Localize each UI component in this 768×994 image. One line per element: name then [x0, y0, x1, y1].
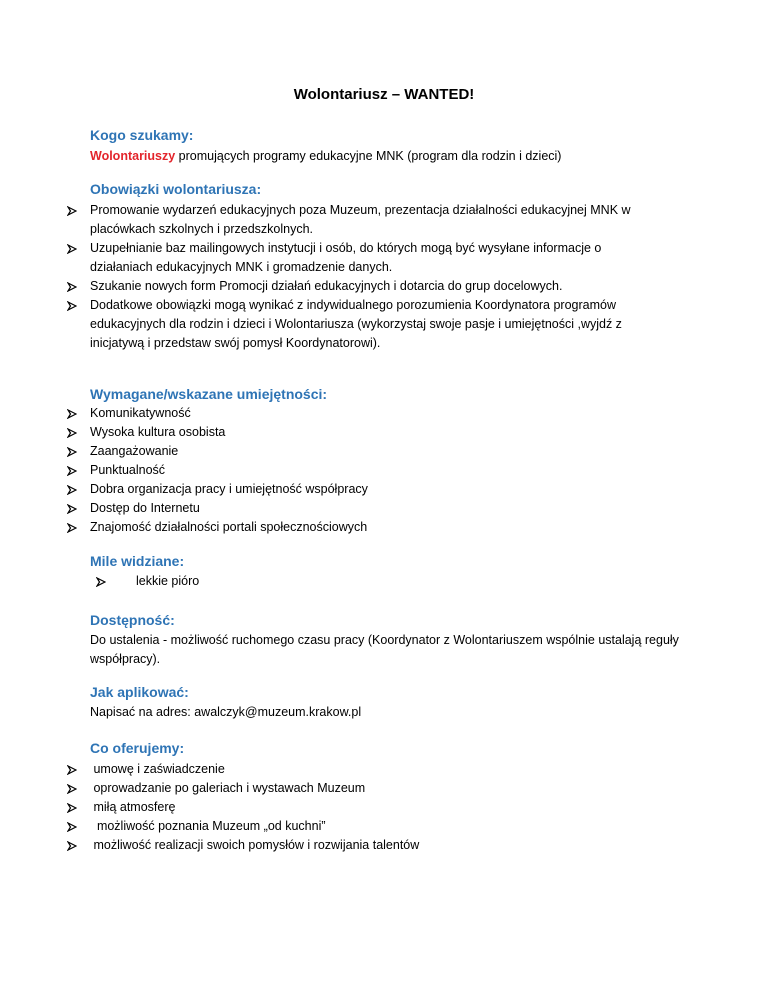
heading-co-oferujemy: Co oferujemy:: [90, 740, 185, 756]
list-item: [0, 836, 650, 855]
list-item: [0, 779, 650, 798]
list-item-text: Punktualność: [90, 463, 166, 477]
list-item-text: lekkie pióro: [136, 574, 200, 588]
list-item: [0, 461, 650, 480]
list-item: [0, 572, 696, 591]
arrow-bullet-icon: [67, 404, 77, 419]
mile-widziane-list: [0, 572, 768, 591]
heading-kogo-szukamy: Kogo szukamy:: [90, 127, 194, 143]
list-item: [0, 296, 650, 353]
arrow-bullet-icon: [67, 779, 77, 794]
list-item: [0, 760, 650, 779]
list-item-text: Promowanie wydarzeń edukacyjnych poza Muzeum, prezentacja działalności edukacyjnej MNK w placówkach szkolnych i przedszkolnych.: [90, 203, 631, 236]
list-item: [0, 277, 650, 296]
arrow-bullet-icon: [67, 296, 77, 311]
dostepnosc-text: Do ustalenia - możliwość ruchomego czasu pracy (Koordynator z Wolontariuszem wspólnie ustalają reguły współpracy).: [90, 633, 679, 666]
arrow-bullet-icon: [67, 201, 77, 216]
heading-jak-aplikowac: Jak aplikować:: [90, 684, 189, 700]
page-title: Wolontariusz – WANTED!: [293, 86, 475, 103]
arrow-bullet-icon: [67, 423, 77, 438]
arrow-bullet-icon: [67, 836, 77, 851]
list-item-text: umowę i zaświadczenie: [90, 762, 225, 776]
oferujemy-list: [0, 760, 768, 855]
list-item: [0, 817, 650, 836]
list-item: [0, 798, 650, 817]
obowiazki-list: [0, 201, 768, 353]
list-item-text: Zaangażowanie: [90, 444, 179, 458]
highlight-wolontariuszy: Wolontariuszy: [90, 149, 176, 163]
umiejetnosci-list: [0, 404, 768, 537]
arrow-bullet-icon: [67, 817, 77, 832]
arrow-bullet-icon: [67, 798, 77, 813]
list-item-text: miłą atmosferę: [90, 800, 176, 814]
list-item: [0, 499, 650, 518]
list-item-text: Komunikatywność: [90, 406, 191, 420]
list-item-text: Dostęp do Internetu: [90, 501, 200, 515]
arrow-bullet-icon: [67, 760, 77, 775]
list-item-text: Wysoka kultura osobista: [90, 425, 226, 439]
arrow-bullet-icon: [67, 277, 77, 292]
kogo-szukamy-rest: promujących programy edukacyjne MNK (program dla rodzin i dzieci): [175, 149, 562, 163]
heading-mile-widziane: Mile widziane:: [90, 553, 185, 569]
list-item: [0, 518, 650, 537]
arrow-bullet-icon: [67, 461, 77, 476]
list-item: [0, 442, 650, 461]
kogo-szukamy-text: [90, 147, 690, 166]
heading-obowiazki: Obowiązki wolontariusza:: [90, 181, 262, 197]
aplikowac-text: Napisać na adres: awalczyk@muzeum.krakow.pl: [90, 705, 362, 719]
arrow-bullet-icon: [67, 518, 77, 533]
heading-umiejetnosci: Wymagane/wskazane umiejętności:: [90, 386, 328, 402]
arrow-bullet-icon: [96, 572, 106, 587]
list-item: [0, 423, 650, 442]
arrow-bullet-icon: [67, 499, 77, 514]
list-item-text: możliwość poznania Muzeum „od kuchni”: [90, 819, 326, 833]
heading-dostepnosc: Dostępność:: [90, 612, 175, 628]
list-item-text: Dodatkowe obowiązki mogą wynikać z indywidualnego porozumienia Koordynatora programów edukacyjnych dla rodzin i dzieci i Wolontariusza (wykorzystaj swoje pasje i umiejętności ,wyjdź z inicjatywą i przedstaw swój pomysł Koordynatorowi).: [90, 298, 622, 350]
list-item: [0, 480, 650, 499]
list-item-text: Uzupełnianie baz mailingowych instytucji i osób, do których mogą być wysyłane informacje o działaniach edukacyjnych MNK i gromadzenie danych.: [90, 241, 602, 274]
arrow-bullet-icon: [67, 480, 77, 495]
list-item-text: Znajomość działalności portali społecznościowych: [90, 520, 368, 534]
arrow-bullet-icon: [67, 442, 77, 457]
list-item-text: Szukanie nowych form Promocji działań edukacyjnych i dotarcia do grup docelowych.: [90, 279, 563, 293]
list-item: [0, 201, 650, 239]
list-item-text: oprowadzanie po galeriach i wystawach Muzeum: [90, 781, 366, 795]
list-item-text: Dobra organizacja pracy i umiejętność współpracy: [90, 482, 368, 496]
list-item: [0, 404, 650, 423]
arrow-bullet-icon: [67, 239, 77, 254]
list-item: [0, 239, 650, 277]
list-item-text: możliwość realizacji swoich pomysłów i rozwijania talentów: [90, 838, 420, 852]
